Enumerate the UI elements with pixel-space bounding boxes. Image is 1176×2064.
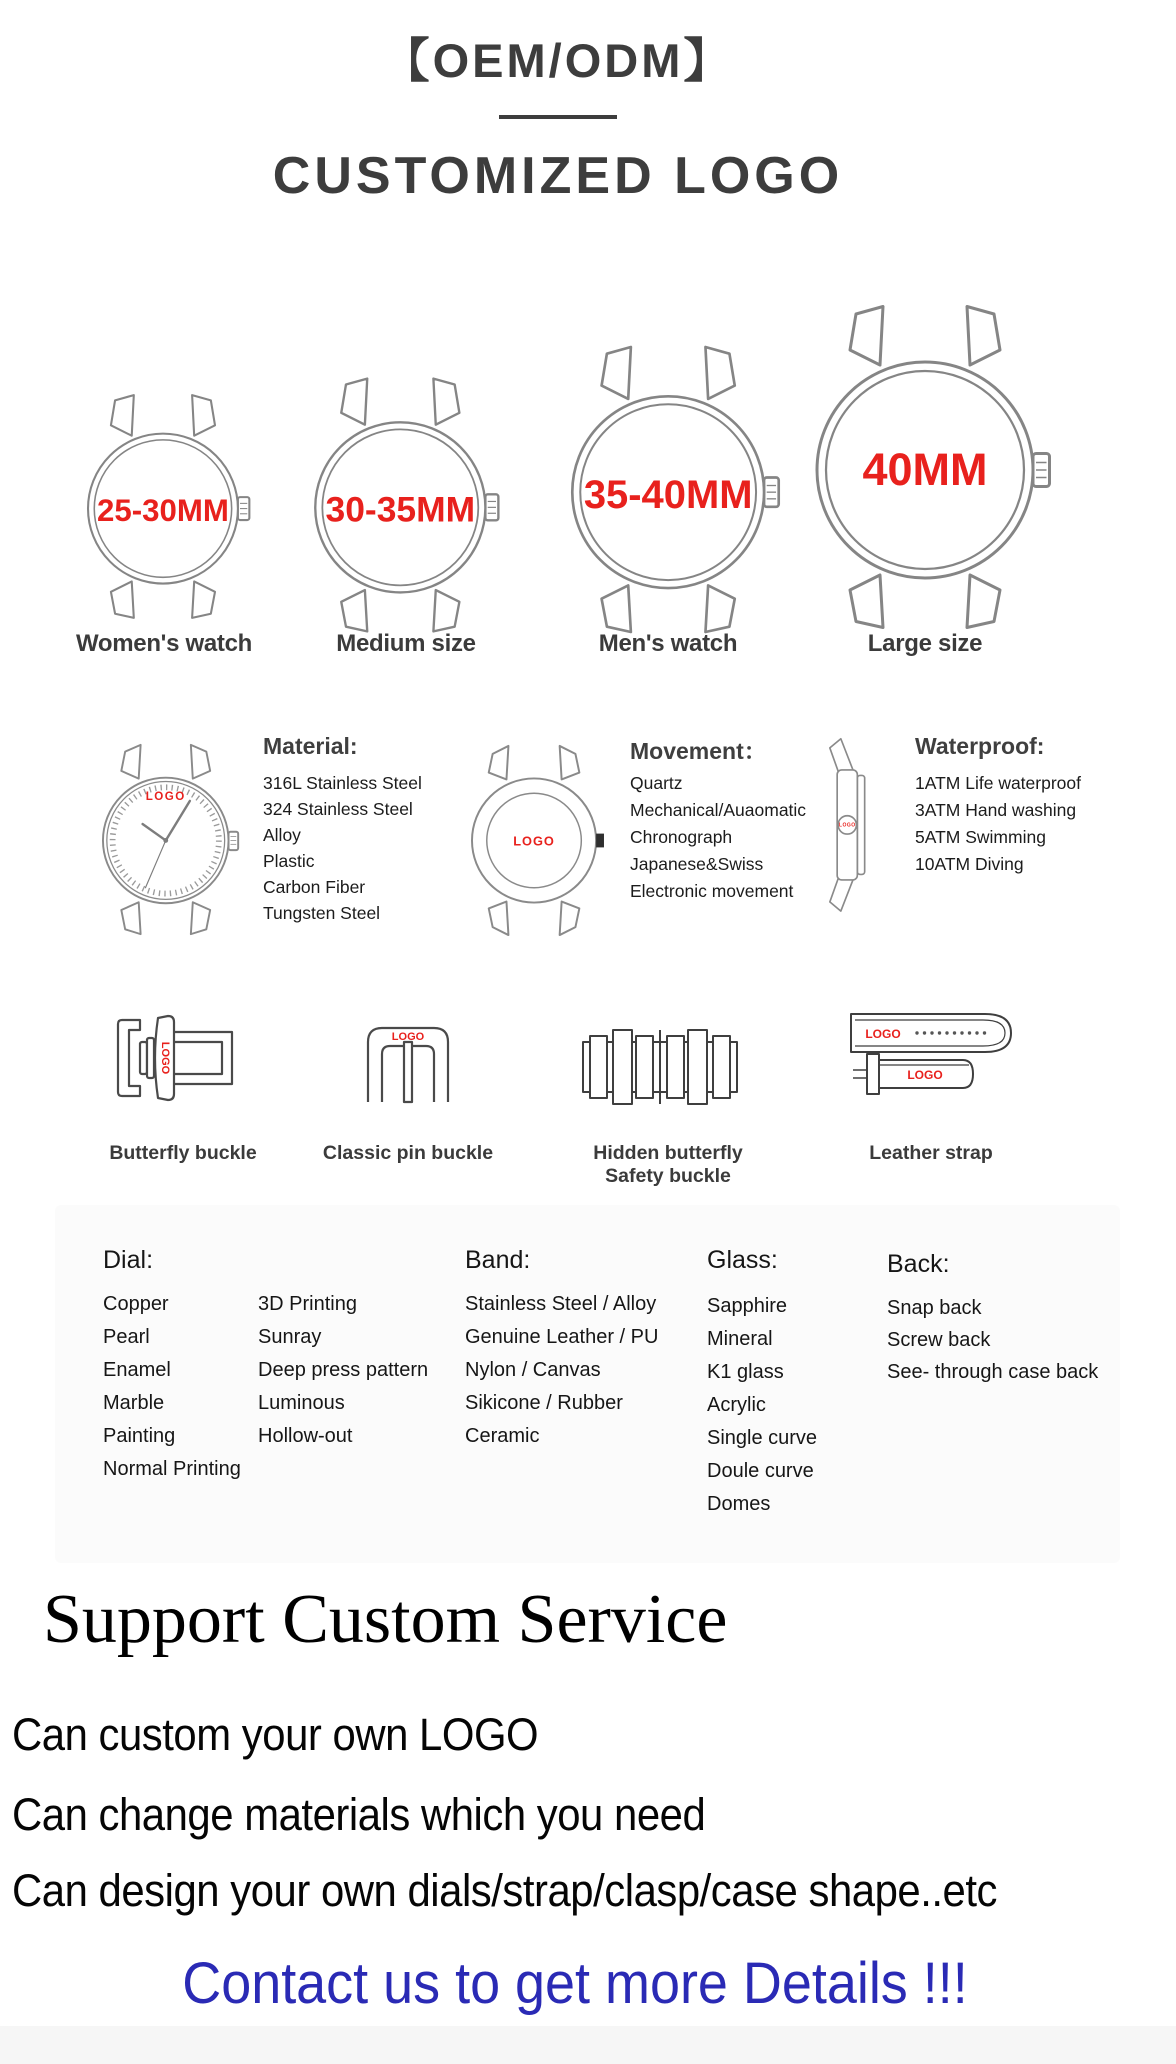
dial-option: Luminous [258,1392,345,1414]
custom-service-line: Can design your own dials/strap/clasp/case shape..etc [12,1865,997,1916]
watch-size-value: 25-30MM [97,493,229,529]
glass-option: Mineral [707,1328,773,1350]
dial-option: Normal Printing [103,1458,241,1480]
leather-strap-icon [845,1008,1017,1096]
material-item: Plastic [263,851,315,871]
butterfly-buckle-icon [110,1012,255,1107]
watch-size-large-icon [790,302,1063,632]
waterproof-heading: Waterproof: [915,733,1045,759]
glass-option: Acrylic [707,1394,766,1416]
buckle-caption: Butterfly buckle [109,1142,257,1164]
material-heading: Material: [263,733,358,759]
logo-placeholder: LOGO [865,1027,901,1041]
watch-size-mens-icon [548,343,791,636]
dial-option: Deep press pattern [258,1359,429,1381]
waterproof-item: 10ATM Diving [915,854,1024,874]
glass-heading: Glass: [707,1246,778,1274]
dial-option: Sunray [258,1326,322,1348]
logo-placeholder: LOGO [838,822,856,829]
movement-item: Mechanical/Auaomatic [630,800,807,820]
back-heading: Back: [887,1250,950,1278]
dial-option: Copper [103,1293,169,1315]
band-option: Ceramic [465,1425,540,1447]
custom-service-line: Can change materials which you need [12,1789,706,1840]
dial-option: 3D Printing [258,1293,357,1315]
band-option: Nylon / Canvas [465,1359,601,1381]
back-option: See- through case back [887,1361,1099,1383]
dial-list-col1 [103,1288,241,1486]
custom-service-line: Can custom your own LOGO [12,1709,539,1760]
page-title: 【OEM/ODM】 [382,34,734,87]
watch-size-value: 35-40MM [583,473,753,518]
material-item: 324 Stainless Steel [263,799,413,819]
watch-dial-front-icon [100,740,245,938]
watch-case-front-icon [463,742,611,939]
movement-heading: Movement： [630,738,767,764]
dial-list-col2 [258,1288,428,1453]
buckle-caption-line2: Safety buckle [605,1165,731,1187]
material-item: Tungsten Steel [263,903,381,923]
band-option: Stainless Steel / Alloy [465,1293,657,1315]
buckle-caption: Classic pin buckle [322,1142,494,1164]
footer-strip [0,2026,1176,2064]
band-option: Sikicone / Rubber [465,1392,623,1414]
watch-size-caption: Large size [867,630,983,657]
dial-option: Hollow-out [258,1425,353,1447]
title-divider [499,115,617,119]
watch-size-caption: Women's watch [75,630,253,657]
logo-placeholder: LOGO [159,1041,171,1075]
waterproof-item: 1ATM Life waterproof [915,773,1081,793]
movement-item: Chronograph [630,827,733,847]
watch-size-value: 30-35MM [325,489,476,530]
buckle-caption: Leather strap [869,1142,993,1164]
back-option: Snap back [887,1297,982,1319]
glass-option: Domes [707,1493,771,1515]
watch-size-caption: Men's watch [598,630,738,657]
glass-option: Sapphire [707,1295,788,1317]
logo-placeholder: LOGO [513,833,555,849]
dial-option: Marble [103,1392,165,1414]
dial-option: Painting [103,1425,176,1447]
glass-list [707,1290,817,1521]
waterproof-item: 3ATM Hand washing [915,800,1077,820]
glass-option: Doule curve [707,1460,814,1482]
watch-size-value: 40MM [862,444,988,495]
watch-side-view-icon [828,736,872,912]
band-option: Genuine Leather / PU [465,1326,659,1348]
dial-heading: Dial: [103,1246,154,1274]
band-list [465,1288,658,1453]
waterproof-item: 5ATM Swimming [915,827,1046,847]
logo-placeholder: LOGO [145,790,186,803]
back-list [887,1292,1098,1388]
logo-placeholder: LOGO [391,1031,425,1043]
contact-us-text: Contact us to get more Details !!! [182,1951,968,2016]
watch-size-caption: Medium size [336,630,476,657]
pin-buckle-icon [362,1022,454,1104]
custom-service-title: Support Custom Service [43,1581,728,1658]
waterproof-list [915,770,1081,878]
dial-option: Enamel [103,1359,171,1381]
watch-size-small-icon [69,392,259,621]
movement-item: Japanese&Swiss [630,854,764,874]
material-item: Alloy [263,825,301,845]
hidden-butterfly-buckle-icon [580,1028,740,1106]
movement-list [630,770,806,905]
dial-option: Pearl [103,1326,150,1348]
back-option: Screw back [887,1329,991,1351]
movement-item: Quartz [630,773,683,793]
movement-item: Electronic movement [630,881,794,901]
material-item: Carbon Fiber [263,877,366,897]
watch-size-medium-icon [294,375,509,635]
logo-placeholder: LOGO [907,1068,943,1082]
glass-option: K1 glass [707,1361,784,1383]
buckle-caption-line1: Hidden butterfly [593,1142,743,1164]
page-subtitle: CUSTOMIZED LOGO [272,147,844,205]
glass-option: Single curve [707,1427,818,1449]
material-item: 316L Stainless Steel [263,773,422,793]
material-list [263,770,422,926]
band-heading: Band: [465,1246,531,1274]
buckle-caption [558,1142,778,1188]
